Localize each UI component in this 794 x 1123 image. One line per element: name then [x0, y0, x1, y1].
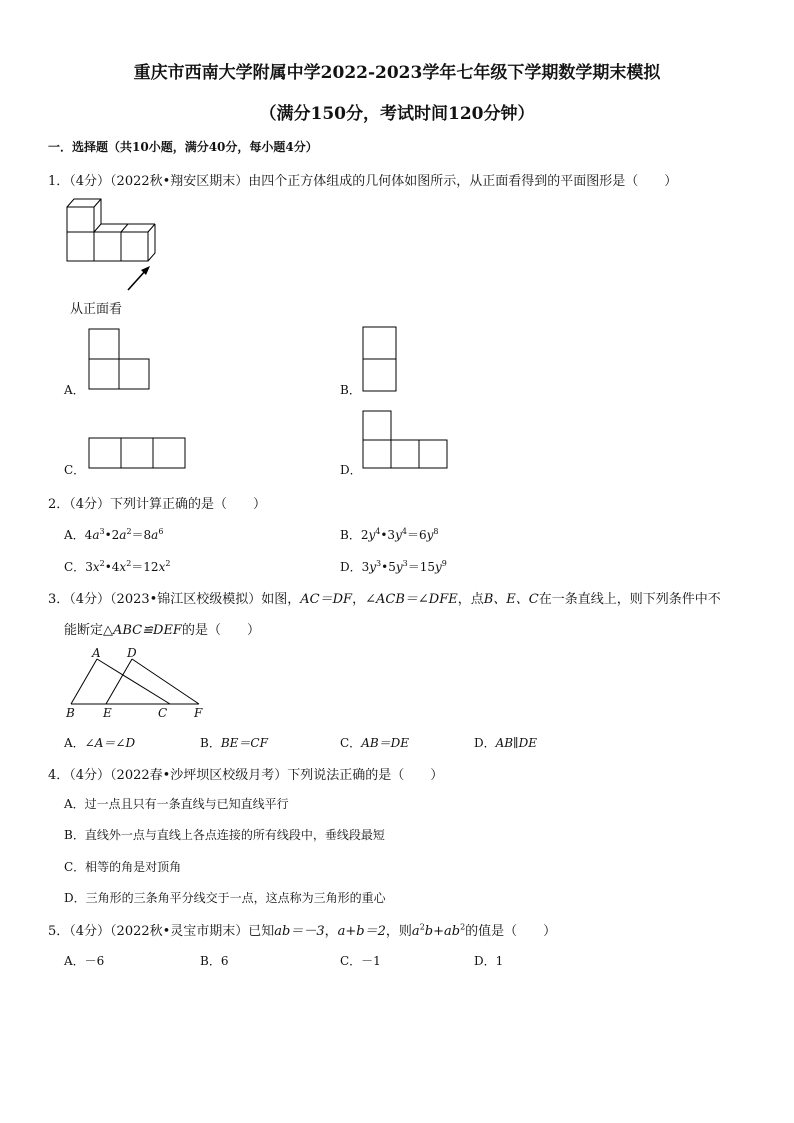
variable: x: [119, 560, 127, 574]
option-text: BE＝CF: [220, 736, 268, 750]
stem-text: ，则: [385, 924, 412, 939]
q5-option-c: C．－1: [340, 954, 381, 968]
exponent: 4: [401, 527, 407, 536]
option-label: B．: [200, 736, 221, 750]
condition-angle: ∠ACB＝∠DFE: [365, 592, 458, 607]
q3-option-d: [474, 734, 537, 751]
term: ＝6: [406, 528, 427, 542]
q1-option-b-label: B．: [340, 383, 361, 397]
variable: y: [395, 560, 403, 574]
q1-option-a-figure: [88, 328, 152, 392]
question-3-stem: [48, 588, 721, 607]
view-direction-arrow: [128, 270, 146, 290]
q1-option-c-label: C．: [64, 463, 86, 477]
exponent: 2: [460, 922, 466, 932]
point-label-d: D: [127, 646, 137, 660]
term: •5: [381, 560, 396, 574]
stem-text: 在一条直线上，则下列条件中不: [538, 592, 721, 607]
point-label-a: A: [92, 646, 101, 660]
exponent: 2: [99, 559, 105, 568]
variable: x: [158, 560, 166, 574]
q1-option-d-figure: [362, 410, 454, 472]
exponent: 2: [165, 559, 171, 568]
q3-triangle-figure: [60, 640, 220, 720]
stem-text: ，: [324, 924, 338, 939]
points-collinear: B、E、C: [483, 592, 539, 607]
page-title: 重庆市西南大学附属中学2022-2023学年七年级下学期数学期末模拟: [133, 63, 661, 83]
q2-option-a: [64, 526, 163, 543]
exponent: 4: [375, 527, 381, 536]
term: ＝8: [131, 528, 152, 542]
stem-text: 5．（4分）（2022秋•灵宝市期末）已知: [48, 924, 275, 939]
stem-text: ，: [352, 592, 366, 607]
q4-option-c: C．相等的角是对顶角: [64, 860, 182, 874]
condition-sum: a+b＝2: [337, 924, 386, 939]
exponent: 2: [419, 922, 425, 932]
question-3-stem-line2: [64, 619, 260, 638]
stem-text: 的值是（ ）: [465, 924, 557, 939]
question-2-stem: 2．（4分）下列计算正确的是（ ）: [48, 497, 267, 512]
q5-option-b: B．6: [200, 954, 229, 968]
stem-text: 3．（4分）（2023•锦江区校级模拟）如图，: [48, 592, 301, 607]
exponent: 6: [158, 527, 164, 536]
question-5-stem: [48, 920, 556, 939]
point-label-c: C: [158, 706, 168, 720]
q2-option-c: [64, 558, 170, 575]
q4-option-a: A．过一点且只有一条直线与已知直线平行: [64, 797, 289, 811]
q1-option-b-figure: [362, 326, 402, 392]
term: ＝12: [131, 560, 159, 574]
term: 2: [360, 528, 369, 542]
page-subtitle: （满分150分，考试时间120分钟）: [259, 104, 535, 124]
variable: y: [426, 528, 434, 542]
q1-option-c-figure: [88, 437, 188, 471]
option-label: C．: [340, 736, 362, 750]
variable: y: [395, 528, 402, 542]
question-4-stem: 4．（4分）（2022春•沙坪坝区校级月考）下列说法正确的是（ ）: [48, 768, 444, 783]
view-direction-label: 从正面看: [70, 302, 123, 317]
exponent: 9: [441, 559, 447, 568]
variable: y: [435, 560, 442, 574]
variable: a: [151, 528, 159, 542]
variable: a: [119, 528, 127, 542]
exponent: 3: [99, 527, 105, 536]
exponent: 3: [376, 559, 382, 568]
exponent: 3: [402, 559, 408, 568]
condition-product: ab＝－3: [274, 924, 325, 939]
congruence-statement: ABC≌DEF: [113, 623, 182, 638]
q1-option-d-label: D．: [340, 463, 362, 477]
variable: y: [369, 560, 377, 574]
expression: a: [411, 924, 420, 939]
option-label: A．: [64, 528, 85, 542]
term: 4: [84, 528, 93, 542]
q4-option-b: B．直线外一点与直线上各点连接的所有线段中，垂线段最短: [64, 828, 385, 842]
stem-text: 能断定△: [64, 623, 113, 638]
segment-ed: [106, 659, 132, 704]
point-label-f: F: [194, 706, 203, 720]
variable: a: [92, 528, 100, 542]
exponent: 2: [126, 527, 132, 536]
exponent: 8: [433, 527, 439, 536]
stem-text: ，点: [457, 592, 484, 607]
option-label: D．: [474, 736, 496, 750]
q5-option-d: D．1: [474, 954, 504, 968]
term: 3: [361, 560, 370, 574]
exponent: 2: [126, 559, 132, 568]
segment-ac: [97, 659, 170, 704]
term: •4: [104, 560, 120, 574]
q1-option-a-label: A．: [64, 383, 85, 397]
option-text: ∠A＝∠D: [84, 736, 136, 750]
point-label-b: B: [66, 706, 75, 720]
q2-option-d: [340, 558, 447, 575]
q5-option-a: A．－6: [64, 954, 105, 968]
option-text: AB∥DE: [495, 736, 538, 750]
q3-option-c: [340, 734, 409, 751]
q3-option-b: [200, 734, 268, 751]
q4-option-d: D．三角形的三条角平分线交于一点，这点称为三角形的重心: [64, 891, 386, 905]
term: •2: [104, 528, 120, 542]
condition-ac-df: AC＝DF: [300, 592, 353, 607]
option-label: B．: [340, 528, 361, 542]
variable: y: [368, 528, 376, 542]
option-label: A．: [64, 736, 85, 750]
q1-solid-figure: [60, 195, 180, 295]
stem-text: 的是（ ）: [181, 623, 260, 638]
term: ＝15: [407, 560, 436, 574]
segment-ba: [71, 659, 97, 704]
section-header: 一．选择题（共10小题，满分40分，每小题4分）: [48, 140, 318, 154]
q3-option-a: [64, 734, 135, 751]
variable: x: [92, 560, 100, 574]
option-label: C．: [64, 560, 86, 574]
term: 3: [85, 560, 93, 574]
term: •3: [380, 528, 396, 542]
point-label-e: E: [103, 706, 112, 720]
segment-df: [132, 659, 199, 704]
q2-option-b: [340, 526, 438, 543]
option-text: AB＝DE: [361, 736, 410, 750]
expression: b+ab: [424, 924, 461, 939]
question-1-stem: 1．（4分）（2022秋•翔安区期末）由四个正方体组成的几何体如图所示，从正面看得到的平面图形是（ ）: [48, 174, 678, 189]
option-label: D．: [340, 560, 362, 574]
